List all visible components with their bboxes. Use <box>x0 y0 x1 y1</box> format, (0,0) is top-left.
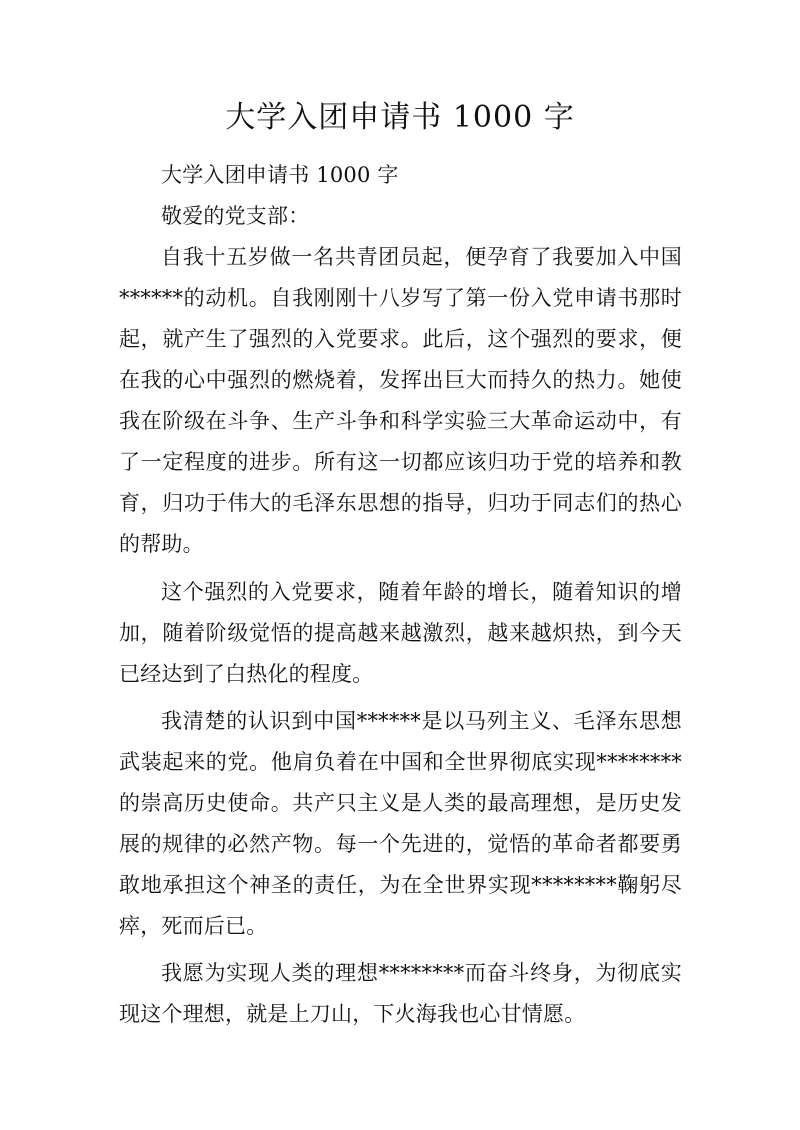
paragraph-1-line-5: 我在阶级在斗争、生产斗争和科学实验三大革命运动中，有 <box>119 409 682 433</box>
paragraph-1-line-3: 起，就产生了强烈的入党要求。此后，这个强烈的要求，便 <box>119 327 682 351</box>
salutation: 敬爱的党支部： <box>161 204 310 228</box>
paragraph-1-line-7: 育，归功于伟大的毛泽东思想的指导，归功于同志们的热心 <box>119 491 682 515</box>
paragraph-3-line-1: 我清楚的认识到中国******是以马列主义、毛泽东思想 <box>161 709 682 733</box>
paragraph-1-line-2: ******的动机。自我刚刚十八岁写了第一份入党申请书那时 <box>119 286 682 310</box>
paragraph-4-line-2: 现这个理想，就是上刀山，下火海我也心甘情愿。 <box>119 1002 586 1026</box>
document-subtitle: 大学入团申请书 1000 字 <box>161 163 399 187</box>
paragraph-3-line-6: 瘁，死而后已。 <box>119 914 268 938</box>
paragraph-2-line-2: 加，随着阶级觉悟的提高越来越激烈，越来越炽热，到今天 <box>119 621 682 645</box>
paragraph-1-line-6: 了一定程度的进步。所有这一切都应该归功于党的培养和教 <box>119 450 682 474</box>
document-title: 大学入团申请书 1000 字 <box>225 100 575 135</box>
paragraph-1-line-8: 的帮助。 <box>119 532 204 556</box>
paragraph-3-line-2: 武装起来的党。他肩负着在中国和全世界彻底实现******** <box>119 750 682 774</box>
paragraph-1-line-1: 自我十五岁做一名共青团员起，便孕育了我要加入中国 <box>161 245 682 269</box>
paragraph-3-line-5: 敢地承担这个神圣的责任，为在全世界实现********鞠躬尽 <box>119 873 682 897</box>
paragraph-3-line-4: 展的规律的必然产物。每一个先进的，觉悟的革命者都要勇 <box>119 832 682 856</box>
paragraph-2-line-1: 这个强烈的入党要求，随着年龄的增长，随着知识的增 <box>161 580 682 604</box>
paragraph-1-line-4: 在我的心中强烈的燃烧着，发挥出巨大而持久的热力。她使 <box>119 368 682 392</box>
paragraph-3-line-3: 的崇高历史使命。共产只主义是人类的最高理想，是历史发 <box>119 791 682 815</box>
paragraph-4-line-1: 我愿为实现人类的理想********而奋斗终身，为彻底实 <box>161 961 682 985</box>
paragraph-2-line-3: 已经达到了白热化的程度。 <box>119 662 374 686</box>
